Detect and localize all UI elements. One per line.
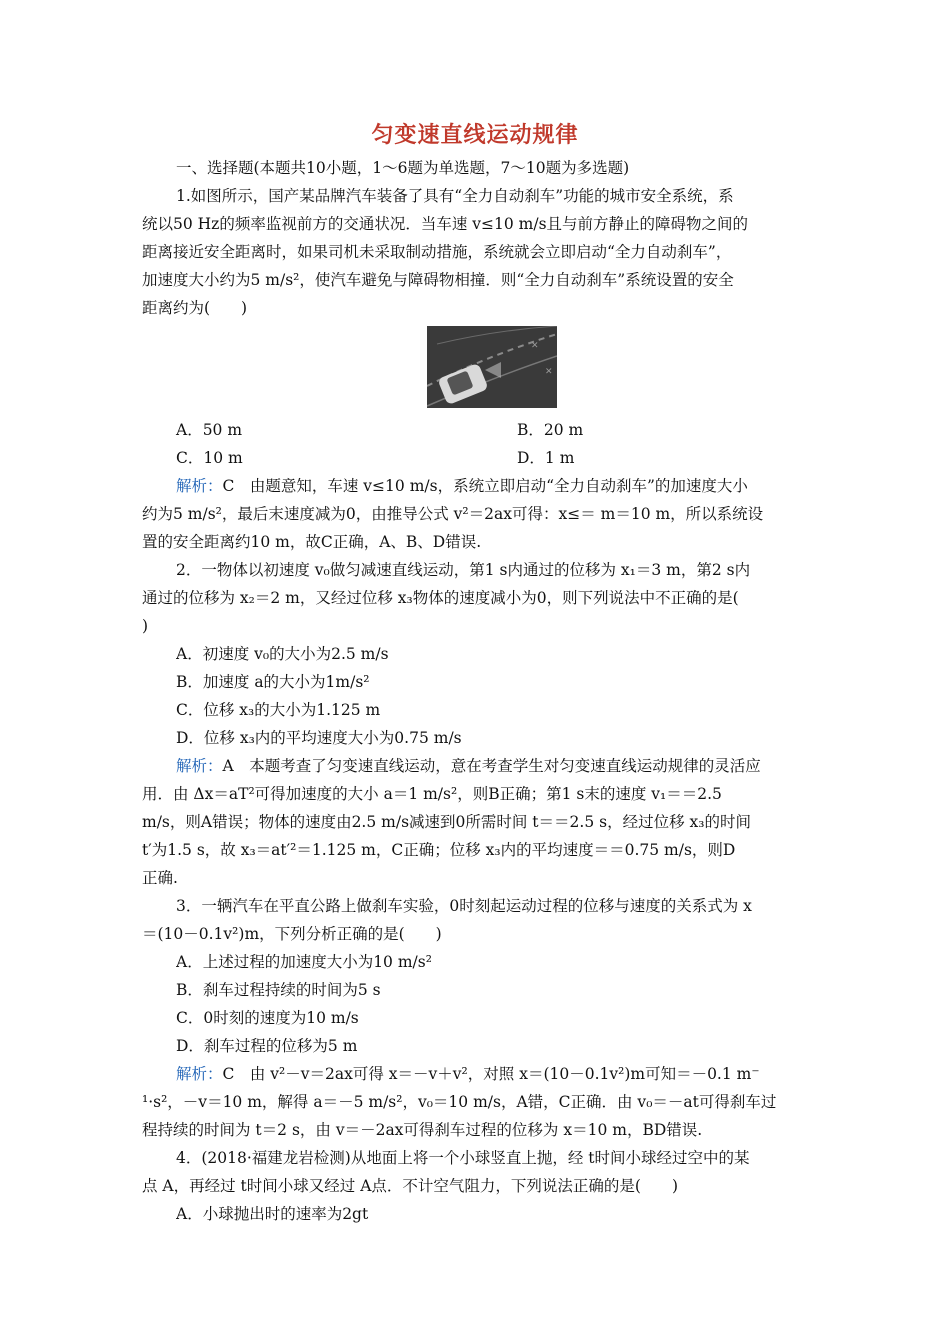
analysis-2-line: m/s，则A错误；物体的速度由2.5 m/s减速到0所需时间 t＝＝2.5 s，经过位移 x₃的时间 — [142, 813, 751, 831]
option-b: B．刹车过程持续的时间为5 s — [176, 981, 381, 999]
analysis-1-line: 解析：C 由题意知，车速 v≤10 m/s，系统立即启动“全力自动刹车”的加速度大小 — [176, 477, 748, 495]
option-b: B．20 m — [517, 421, 584, 439]
analysis-2-line: 解析：A 本题考查了匀变速直线运动，意在考查学生对匀变速直线运动规律的灵活应 — [176, 757, 761, 775]
option-c: C．10 m — [176, 449, 243, 467]
question-1-line: 统以50 Hz的频率监视前方的交通状况．当车速 v≤10 m/s且与前方静止的障碍物之间的 — [142, 215, 749, 233]
analysis-label: 解析： — [176, 757, 223, 775]
svg-text:✕: ✕ — [545, 367, 553, 377]
question-4-line: 4．(2018·福建龙岩检测)从地面上将一个小球竖直上抛，经 t时间小球经过空中的某 — [176, 1149, 750, 1167]
question-1-line: 距离接近安全距离时，如果司机未采取制动措施，系统就会立即启动“全力自动刹车”， — [142, 243, 732, 261]
analysis-3-line: 解析：C 由 v²－v＝2ax可得 x＝－v＋v²，对照 x＝(10－0.1v²)m可知＝－0.1 m⁻ — [176, 1065, 760, 1083]
analysis-2-line: t′为1.5 s，故 x₃＝at′²＝1.125 m，C正确；位移 x₃内的平均速度＝＝0.75 m/s，则D — [142, 841, 736, 859]
option-a: A．初速度 v₀的大小为2.5 m/s — [176, 645, 389, 663]
question-2-line: ) — [142, 617, 149, 635]
section-heading: 一、选择题(本题共10小题，1～6题为单选题，7～10题为多选题) — [176, 159, 630, 177]
analysis-3-line: 程持续的时间为 t＝2 s，由 v＝－2ax可得刹车过程的位移为 x＝10 m，BD错误. — [142, 1121, 703, 1139]
question-1-line: 加速度大小约为5 m/s²，使汽车避免与障碍物相撞．则“全力自动刹车”系统设置的安全 — [142, 271, 734, 289]
question-4-line: 点 A，再经过 t时间小球又经过 A点．不计空气阻力，下列说法正确的是( ) — [142, 1177, 678, 1195]
question-2-line: 2．一物体以初速度 v₀做匀减速直线运动，第1 s内通过的位移为 x₁＝3 m，第2 s内 — [176, 561, 751, 579]
question-1-line: 1.如图所示，国产某品牌汽车装备了具有“全力自动刹车”功能的城市安全系统，系 — [176, 187, 734, 205]
analysis-label: 解析： — [176, 477, 223, 495]
analysis-label: 解析： — [176, 1065, 223, 1083]
page-title: 匀变速直线运动规律 — [371, 122, 579, 148]
option-d: D．刹车过程的位移为5 m — [176, 1037, 358, 1055]
option-c: C．0时刻的速度为10 m/s — [176, 1009, 359, 1027]
question-3-line: 3．一辆汽车在平直公路上做刹车实验，0时刻起运动过程的位移与速度的关系式为 x — [176, 897, 752, 915]
analysis-2-line: 正确. — [142, 869, 178, 887]
question-3-line: ＝(10－0.1v²)m，下列分析正确的是( ) — [142, 925, 442, 943]
option-d: D．1 m — [517, 449, 575, 467]
option-a: A．50 m — [176, 421, 243, 439]
question-1-line: 距离约为( ) — [142, 299, 248, 317]
analysis-2-line: 用．由 Δx＝aT²可得加速度的大小 a＝1 m/s²，则B正确；第1 s末的速度 v₁＝＝2.5 — [142, 785, 722, 803]
option-b: B．加速度 a的大小为1m/s² — [176, 673, 370, 691]
analysis-1-line: 约为5 m/s²，最后末速度减为0，由推导公式 v²＝2ax可得：x≤＝ m＝10 m，所以系统设 — [142, 505, 764, 523]
option-c: C．位移 x₃的大小为1.125 m — [176, 701, 381, 719]
option-a: A．上述过程的加速度大小为10 m/s² — [176, 953, 432, 971]
analysis-1-line: 置的安全距离约10 m，故C正确，A、B、D错误. — [142, 533, 482, 551]
svg-text:✕: ✕ — [531, 341, 539, 351]
option-d: D．位移 x₃内的平均速度大小为0.75 m/s — [176, 729, 462, 747]
car-road-photo — [427, 326, 557, 408]
analysis-3-line: ¹·s²，－v＝10 m，解得 a＝－5 m/s²，v₀＝10 m/s，A错，C正确．由 v₀＝－at可得刹车过 — [142, 1093, 777, 1111]
option-a: A．小球抛出时的速率为2gt — [176, 1205, 369, 1223]
question-2-line: 通过的位移为 x₂＝2 m，又经过位移 x₃物体的速度减小为0，则下列说法中不正确的是( — [142, 589, 739, 607]
